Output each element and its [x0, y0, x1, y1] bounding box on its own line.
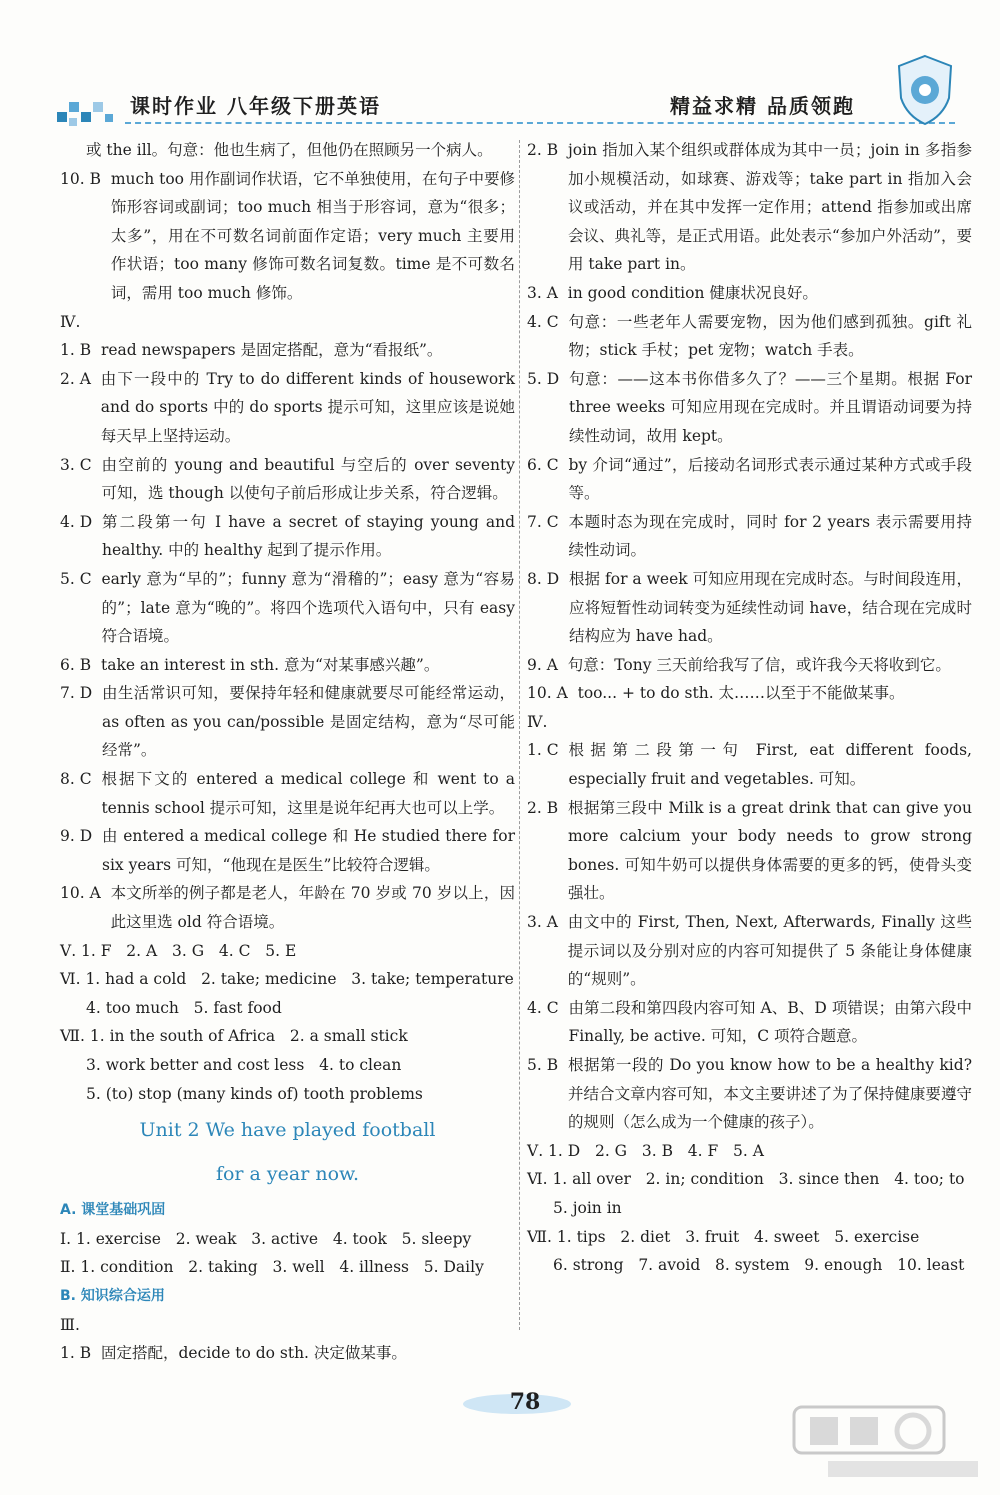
answer-explanation: 由下一段中的 Try to do different kinds of housework and do sports 中的 do sports 提示可知，这里应该是说她每天早上坚持运动。: [100, 369, 515, 445]
answer-line-indented: 3. work better and cost less 4. to clean: [86, 1056, 402, 1074]
answer-number: 5. B: [527, 1056, 568, 1074]
answer-line: Ⅰ. 1. exercise 2. weak 3. active 4. took 5. sleepy: [60, 1229, 472, 1248]
answer-number: 5. C: [60, 569, 102, 588]
answer-item: [527, 451, 972, 508]
answer-explanation: 根据第二段第一句 First, eat different foods, especially fruit and vegetables. 可知。: [568, 741, 972, 789]
answer-line: Ⅴ. 1. F 2. A 3. G 4. C 5. E: [60, 941, 297, 960]
answer-number: 2. A: [60, 369, 101, 388]
answer-explanation: take an interest in sth. 意为“对某事感兴趣”。: [100, 655, 440, 674]
answer-line: Ⅳ.: [60, 312, 81, 331]
answer-explanation: 句意：——这本书你借多久了？——三个星期。根据 For three weeks 可知应用现在完成时。并且谓语动词要为持续性动词，故用 kept。: [569, 369, 972, 445]
answer-line: Ⅵ. 1. had a cold 2. take; medicine 3. take; temperature: [60, 970, 514, 989]
answer-line: Ⅱ. 1. condition 2. taking 3. well 4. illness 5. Daily: [60, 1258, 484, 1277]
answer-item: [527, 794, 972, 908]
checker-decoration-icon: [55, 90, 125, 130]
answer-item: [60, 1339, 515, 1368]
section-title: B. 知识综合运用: [60, 1287, 165, 1304]
answer-item: [527, 136, 972, 279]
answer-item: [527, 736, 972, 793]
continued-explanation: 或 the ill。句意：他也生病了，但他仍在照顾另一个病人。: [86, 141, 493, 159]
answer-item: [60, 822, 515, 879]
answer-number: 3. C: [60, 455, 102, 474]
answer-explanation: read newspapers 是固定搭配，意为“看报纸”。: [100, 341, 443, 360]
answer-line: Ⅶ. 1. tips 2. diet 3. fruit 4. sweet 5. exercise: [527, 1227, 920, 1246]
unit-title: for a year now.: [215, 1163, 360, 1186]
answer-line-indented: 5. join in: [553, 1198, 622, 1217]
answer-explanation: 由生活常识可知，要保持年轻和健康就要尽可能经常运动，as often as you can/possible 是固定结构，意为“尽可能经常”。: [102, 684, 515, 760]
answer-explanation: 由 entered a medical college 和 He studied there for six years 可知，“他现在是医生”比较符合逻辑。: [102, 827, 515, 874]
answer-number: 6. B: [60, 655, 101, 674]
answer-column-right: [527, 136, 972, 1280]
header-rule: [125, 122, 955, 124]
answer-explanation: 句意：Tony 三天前给我写了信，或许我今天将收到它。: [567, 655, 951, 674]
answer-item: [60, 765, 515, 822]
answer-explanation: 根据第一段的 Do you know how to be a healthy kid? 并结合文章内容可知，本文主要讲述了为了保持健康要遵守的规则（怎么成为一个健康的孩子）。: [567, 1056, 972, 1132]
answer-explanation: too... + to do sth. 太……以至于不能做某事。: [577, 684, 905, 703]
answer-item: [60, 451, 515, 508]
answer-explanation: 根据下文的 entered a medical college 和 went to a tennis school 提示可知，这里是说年纪再大也可以上学。: [101, 770, 515, 817]
answer-column-left: [60, 136, 515, 1368]
answer-line-indented: 6. strong 7. avoid 8. system 9. enough 10. least: [553, 1256, 965, 1275]
answer-line-indented: 4. too much 5. fast food: [86, 998, 282, 1017]
answer-number: 4. C: [527, 312, 569, 331]
answer-number: 7. C: [527, 512, 569, 531]
answer-number: 10. A: [527, 684, 578, 703]
answer-explanation: 由第二段和第四段内容可知 A、B、D 项错误；由第六段中 Finally, be active. 可知，C 项符合题意。: [568, 998, 972, 1046]
answer-explanation: 由空前的 young and beautiful 与空后的 over seventy 可知，选 though 以使句子前后形成让步关系，符合逻辑。: [101, 455, 515, 503]
answer-item: [527, 1051, 972, 1137]
answer-explanation: join 指加入某个组织或群体成为其中一员；join in 多指参加小规模活动，如球赛、游戏等；take part in 指加入会议或活动，并在其中发挥一定作用；attend 指参加或出席会议、典礼等，是正式用语。此处表示“参加户外活动”，要用 take part in。: [567, 141, 972, 274]
answer-number: 9. A: [527, 655, 568, 674]
answer-number: 2. B: [527, 141, 568, 159]
answer-line: Ⅲ.: [60, 1315, 80, 1334]
answer-number: 10. A: [60, 884, 111, 903]
answer-item: [60, 508, 515, 565]
header-slogan: 精益求精 品质领跑: [670, 94, 855, 118]
answer-explanation: early 意为“早的”；funny 意为“滑稽的”；easy 意为“容易的”；late 意为“晚的”。将四个选项代入语句中，只有 easy 符合语境。: [101, 569, 515, 646]
answer-item: [60, 651, 515, 680]
answer-line: Ⅳ.: [527, 712, 548, 731]
unit-title: Unit 2 We have played football: [139, 1119, 436, 1142]
answer-item: [60, 165, 515, 308]
answer-number: 1. B: [60, 1344, 101, 1363]
book-title: 课时作业 八年级下册英语: [130, 94, 381, 118]
answer-item: [527, 279, 972, 308]
answer-number: 9. D: [60, 827, 102, 846]
page-header: [55, 82, 955, 132]
answer-item: [527, 365, 972, 451]
answer-explanation: 根据第三段中 Milk is a great drink that can give you more calcium your body needs to grow strong bones. 可知牛奶可以提供身体需要的更多的钙，使骨头变强壮。: [567, 798, 972, 903]
answer-line: Ⅵ. 1. all over 2. in; condition 3. since then 4. too; to: [527, 1170, 965, 1189]
answer-number: 2. B: [527, 798, 568, 817]
answer-explanation: by 介词“通过”，后接动名词形式表示通过某种方式或手段等。: [568, 455, 972, 503]
answer-number: 4. C: [527, 998, 569, 1017]
answer-explanation: 本题时态为现在完成时，同时 for 2 years 表示需要用持续性动词。: [568, 512, 972, 560]
answer-number: 7. D: [60, 684, 102, 703]
answer-number: 8. D: [527, 569, 569, 588]
answer-item: [527, 679, 972, 708]
answer-item: [527, 651, 972, 680]
answer-number: 10. B: [60, 169, 111, 188]
section-title: A. 课堂基础巩固: [60, 1202, 166, 1219]
answer-item: [60, 565, 515, 651]
answer-explanation: 第二段第一句 I have a secret of staying young and healthy. 中的 healthy 起到了提示作用。: [102, 512, 515, 560]
answer-item: [60, 336, 515, 365]
answer-number: 1. C: [527, 741, 569, 760]
answer-line: Ⅴ. 1. D 2. G 3. B 4. F 5. A: [527, 1141, 764, 1160]
answer-explanation: 根据 for a week 可知应用现在完成时态。与时间段连用，应将短暂性动词转变为延续性动词 have，结合现在完成时结构应为 have had。: [569, 569, 972, 646]
answer-item: [60, 879, 515, 936]
answer-item: [527, 908, 972, 994]
shield-badge-icon: [895, 54, 955, 126]
answer-item: [527, 994, 972, 1051]
page-number: 78: [509, 1389, 541, 1415]
answer-item: [60, 679, 515, 765]
answer-item: [60, 365, 515, 451]
answer-explanation: in good condition 健康状况良好。: [567, 283, 818, 302]
answer-line: Ⅶ. 1. in the south of Africa 2. a small stick: [60, 1027, 408, 1046]
answer-number: 6. C: [527, 455, 569, 474]
answer-explanation: 句意：一些老年人需要宠物，因为他们感到孤独。gift 礼物；stick 手杖；pet 宠物；watch 手表。: [568, 312, 972, 360]
site-watermark-logo: [788, 1399, 988, 1485]
answer-explanation: 固定搭配，decide to do sth. 决定做某事。: [100, 1344, 407, 1363]
column-divider: [519, 140, 520, 1330]
answer-line-indented: 5. (to) stop (many kinds of) tooth problems: [86, 1084, 423, 1103]
answer-item: [527, 308, 972, 365]
answer-number: 3. A: [527, 283, 568, 302]
answer-item: [527, 565, 972, 651]
answer-number: 8. C: [60, 770, 102, 789]
answer-number: 3. A: [527, 913, 568, 932]
answer-number: 4. D: [60, 512, 102, 531]
answer-explanation: 本文所举的例子都是老人，年龄在 70 岁或 70 岁以上，因此这里选 old 符合语境。: [110, 884, 515, 932]
answer-explanation: much too 用作副词作状语，它不单独使用，在句子中要修饰形容词或副词；too much 相当于形容词，意为“很多；太多”，用在不可数名词前面作定语；very much 主要用作状语；too many 修饰可数名词复数。time 是不可数名词，需用 too much 修饰。: [110, 169, 515, 302]
answer-explanation: 由文中的 First, Then, Next, Afterwards, Finally 这些提示词以及分别对应的内容可知提供了 5 条能让身体健康的“规则”。: [567, 913, 972, 989]
answer-item: [527, 508, 972, 565]
answer-number: 1. B: [60, 341, 101, 360]
answer-number: 5. D: [527, 369, 569, 388]
